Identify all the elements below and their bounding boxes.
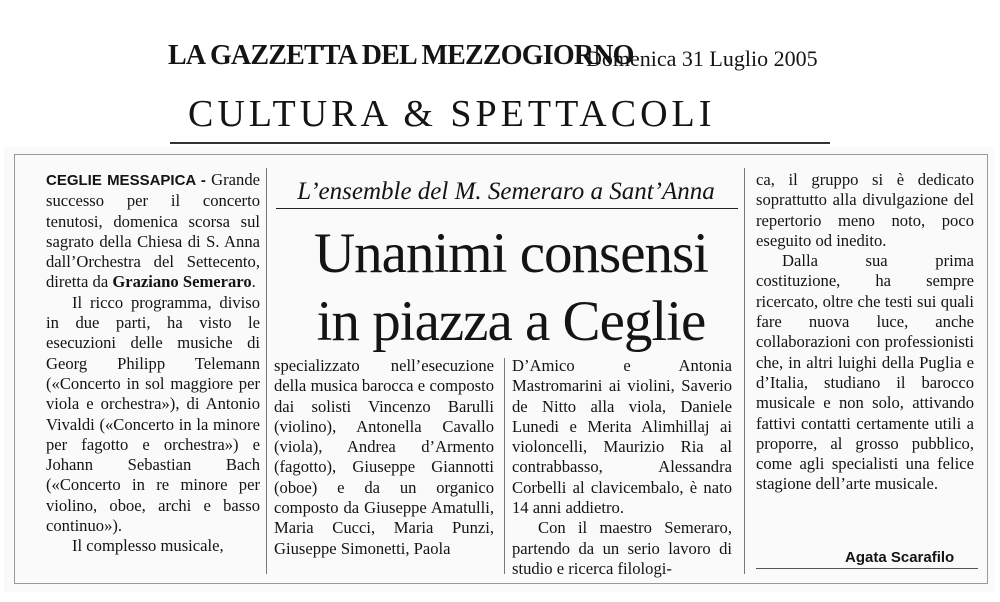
- column-rule-3: [744, 168, 745, 574]
- paragraph-members: D’Amico e Antonia Mastromarini ai violini, Saverio de Nitto alla viola, Daniele Lunedi e Merita Alimhillaj ai violoncelli, Maurizio Ria al contrabbasso, Alessandra Corbelli al clavicembalo, è nato 14 anni addietro.: [512, 356, 732, 518]
- signature-rule: [756, 568, 978, 569]
- article-column-3: [512, 356, 732, 579]
- paragraph-repertoire: ca, il gruppo si è dedicato soprattutto alla divulgazione del repertorio meno noto, poco eseguito od inedito.: [756, 170, 974, 250]
- newspaper-name: LA GAZZETTA DEL MEZZOGIORNO: [168, 40, 634, 71]
- column-rule-1: [266, 168, 267, 574]
- paragraph-maestro: Con il maestro Semeraro, partendo da un serio lavoro di studio e ricerca filologi-: [512, 518, 732, 578]
- paragraph-program: Il ricco programma, diviso in due parti, ha visto le esecuzioni delle musiche di Georg Philipp Telemann («Concerto in sol maggiore per viola e orchestra»), di Antonio Vivaldi («Concerto in la minore per fagotto e orchestra») e Johann Sebastian Bach («Concerto in re minore per violino, oboe, archi e basso continuo»).: [46, 292, 260, 536]
- lead-text: Grande successo per il concerto tenutosi, domenica scorsa sul sagrato della Chiesa di S. Anna dall’Orchestra del Settecento, diretta da: [46, 170, 260, 292]
- kicker: L’ensemble del M. Semeraro a Sant’Anna: [297, 178, 715, 205]
- dateline-dash: -: [195, 172, 212, 189]
- headline-line-2: in piazza a Ceglie: [316, 290, 706, 353]
- paragraph-soloists: specializzato nell’esecuzione della musica barocca e composto dai solisti Vincenzo Barulli (violino), Antonella Cavallo (viola), Andrea d’Armento (fagotto), Giuseppe Giannotti (oboe) e da un organico composto da Giuseppe Amatulli, Maria Cucci, Maria Punzi, Giuseppe Simonetti, Paola: [274, 356, 494, 558]
- author-signature: Agata Scarafilo: [845, 549, 955, 566]
- article-column-2: [274, 356, 494, 559]
- section-divider: [170, 142, 830, 144]
- article-column-4: [756, 170, 974, 495]
- kicker-underline: [276, 208, 738, 209]
- dateline: CEGLIE MESSAPICA: [46, 172, 196, 189]
- lead-end: .: [251, 272, 256, 292]
- issue-date: Domenica 31 Luglio 2005: [586, 46, 818, 71]
- article-column-1: [46, 170, 260, 557]
- column-rule-2: [504, 358, 505, 574]
- conductor-name: Graziano Semeraro: [112, 272, 252, 292]
- headline-line-1: Unanimi consensi: [313, 222, 709, 285]
- masthead: [168, 40, 828, 76]
- section-title: CULTURA & SPETTACOLI: [188, 93, 716, 135]
- paragraph-collaborations: Dalla sua prima costituzione, ha sempre ricercato, oltre che testi sui quali fare nuova luce, anche collaborazioni con professionisti che, in altri luighi della Puglia e d’Italia, studiano il barocco musicale e non solo, attivando fattivi contatti certamente utili a proporre, al grosso pubblico, come agli specialisti una felice stagione dell’arte musicale.: [756, 251, 974, 494]
- paragraph-ensemble: Il complesso musicale,: [72, 536, 224, 556]
